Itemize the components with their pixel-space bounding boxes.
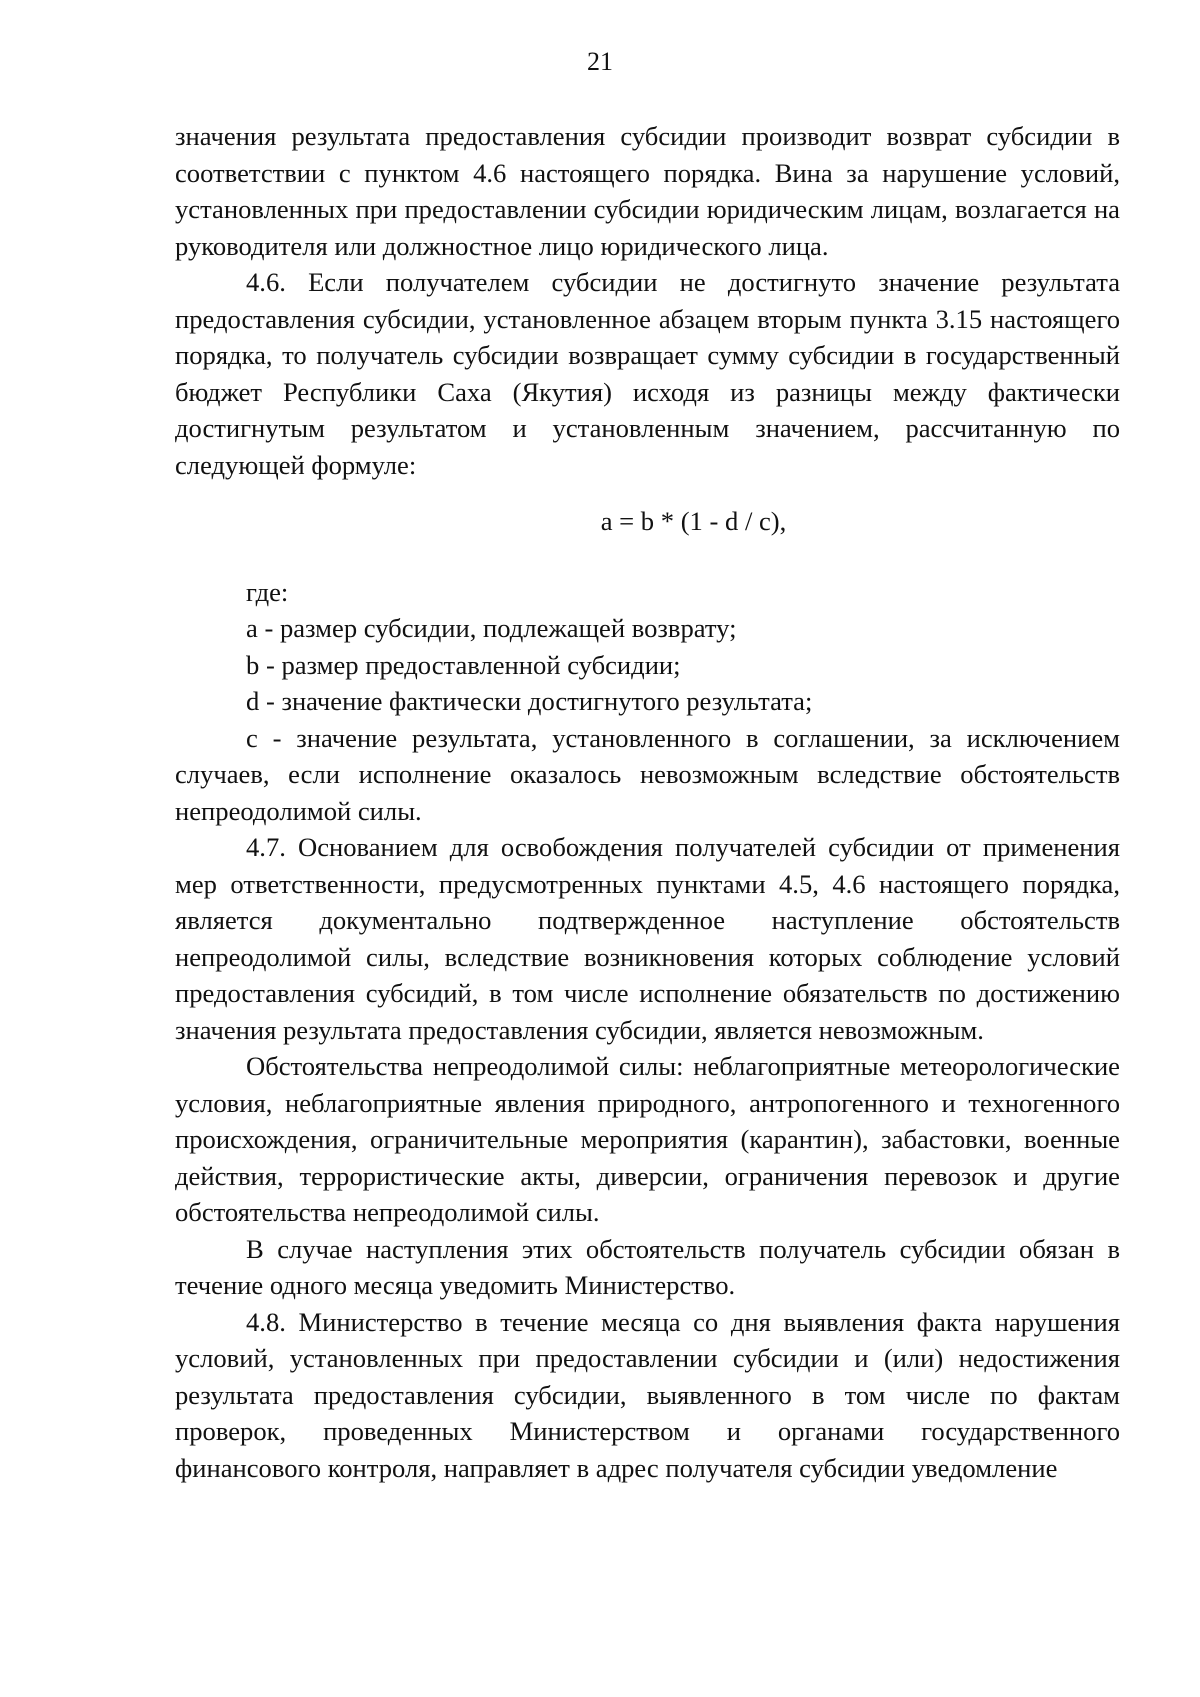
definition-d: d - значение фактически достигнутого результата; <box>246 686 813 716</box>
definition-a: a - размер субсидии, подлежащей возврату; <box>246 613 737 643</box>
paragraph-notification: В случае наступления этих обстоятельств получатель субсидии обязан в течение одного месяца уведомить Министерство. <box>175 1233 1120 1300</box>
where-label: где: <box>246 576 289 607</box>
definition-b: b - размер предоставленной субсидии; <box>246 649 681 680</box>
definition-c: c - значение результата, установленного в соглашении, за исключением случаев, если исполнение оказалось невозможным вследствие обстоятельств непреодолимой силы. <box>175 722 1120 826</box>
paragraph-force-majeure: Обстоятельства непреодолимой силы: неблагоприятные метеорологические условия, неблагоприятные явления природного, антропогенного и техногенного происхождения, ограничительные мероприятия (карантин), забастовки, военные действия, террористические акты, диверсии, ограничения перевозок и другие обстоятельства непреодолимой силы. <box>175 1051 1120 1227</box>
formula: a = b * (1 - d / c), <box>600 506 787 536</box>
page-number: 21 <box>587 47 613 76</box>
paragraph-4-7: 4.7. Основанием для освобождения получателей субсидии от применения мер ответственности, предусмотренных пунктами 4.5, 4.6 настоящего порядка, является документально подтвержденное наступление обстоятельств непреодолимой силы, вследствие возникновения которых соблюдение условий предоставления субсидий, в том числе исполнение обязательств по достижению значения результата предоставления субсидии, является невозможным. <box>175 832 1120 1045</box>
paragraph-4-8: 4.8. Министерство в течение месяца со дня выявления факта нарушения условий, установленных при предоставлении субсидии и (или) недостижения результата предоставления субсидии, выявленного в том числе по фактам проверок, проведенных Министерством и органами государственного финансового контроля, направляет в адрес получателя субсидии уведомление <box>175 1306 1120 1483</box>
paragraph-4-6: 4.6. Если получателем субсидии не достигнуто значение результата предоставления субсидии, установленное абзацем вторым пункта 3.15 настоящего порядка, то получатель субсидии возвращает сумму субсидии в государственный бюджет Республики Саха (Якутия) исходя из разницы между фактически достигнутым результатом и установленным значением, рассчитанную по следующей формуле: <box>175 267 1120 480</box>
paragraph-continuation: значения результата предоставления субсидии производит возврат субсидии в соответствии с пунктом 4.6 настоящего порядка. Вина за нарушение условий, установленных при предоставлении субсидии юридическим лицам, возлагается на руководителя или должностное лицо юридического лица. <box>175 121 1120 261</box>
document-body <box>175 118 1120 1486</box>
